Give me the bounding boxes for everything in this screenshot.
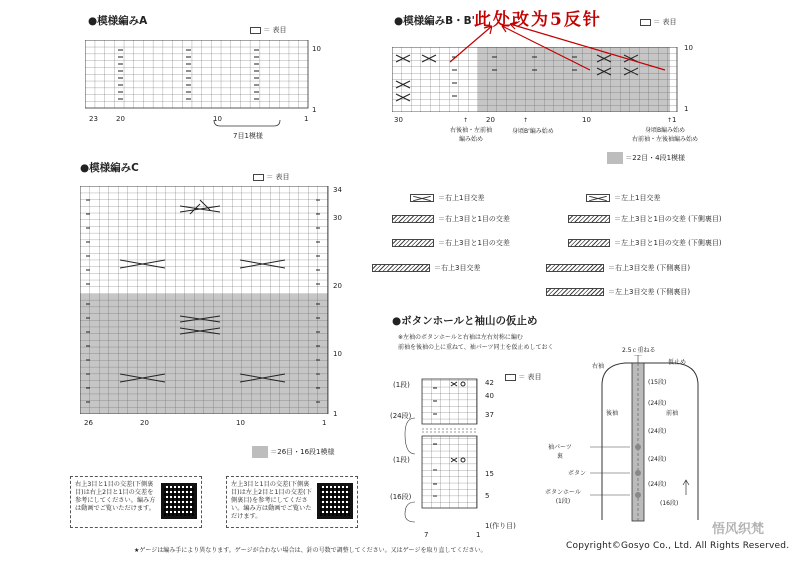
bh-row-left: (16段) — [390, 493, 412, 501]
a-col-label: 1 — [304, 115, 309, 123]
diagram-label: (24段) — [648, 456, 667, 463]
bh-row-right: 1(作り目) — [485, 522, 516, 530]
diagram-label: 後袖 — [606, 410, 619, 417]
c-row-label: 20 — [333, 282, 342, 290]
diagram-label: (24段) — [648, 481, 667, 488]
c-col-label: 1 — [322, 419, 327, 427]
bh-col-label: 7 — [424, 531, 429, 539]
c-col-label: 10 — [236, 419, 245, 427]
buttonhole-note: ※左袖のボタンホールと右袖は左右対称に編む — [398, 334, 523, 341]
diagram-label: (15段) — [648, 379, 667, 386]
key-row: ＝右上3目と1目の交差 — [392, 214, 510, 224]
qr-note-text: 右上3目と1目の交差(下側裏目)は右上2目と1目の交差を参考にしてください。編み方は動画でご覧いただけます。 — [75, 481, 156, 512]
bh-row-right: 42 — [485, 379, 494, 387]
diagram-label: 袖パーツ 裏 — [548, 444, 572, 460]
pattern-c-chart — [80, 186, 330, 414]
b-row-bottom: 1 — [684, 105, 689, 113]
cross-cable-icon — [410, 194, 434, 202]
bh-row-left: (1段) — [393, 381, 410, 389]
cable-3-1-icon — [392, 239, 434, 247]
cable-3-1-icon — [568, 215, 610, 223]
gray-key-swatch — [252, 446, 268, 458]
cable-3-3-icon — [546, 264, 604, 272]
key-row: ＝左上1目交差 — [586, 193, 660, 203]
pattern-b-title: ●模様編みB・B' — [394, 15, 475, 27]
cross-cable-icon — [586, 194, 610, 202]
a-col-label: 23 — [89, 115, 98, 123]
b-row-top: 10 — [684, 44, 693, 52]
bh-col-label: 1 — [476, 531, 481, 539]
pattern-a-title: ●模様編みA — [88, 15, 148, 27]
a-row-top: 10 — [312, 45, 321, 53]
a-col-label: 20 — [116, 115, 125, 123]
pattern-b-legend: ＝ 表目 — [640, 17, 676, 27]
annotation-arrows — [440, 12, 670, 72]
a-repeat-label: 7目1模様 — [233, 132, 263, 140]
diagram-label: ボタン — [568, 470, 587, 477]
diagram-label: (16段) — [660, 500, 679, 507]
diagram-label: 前袖 — [666, 410, 679, 417]
legend-box-icon — [250, 27, 261, 34]
diagram-label: (24段) — [648, 428, 667, 435]
bh-row-right: 37 — [485, 411, 494, 419]
cable-3-1-icon — [568, 239, 610, 247]
diagram-label: 右袖 — [592, 363, 605, 370]
bh-row-right: 40 — [485, 392, 494, 400]
diagram-label: 仮止め — [668, 359, 687, 366]
qr-note-text: 左上3目と1目の交差(下側裏目)は左上2目と1目の交差(下側裏目)を参考にしてください。編み方は動画でご覧いただけます。 — [231, 481, 312, 520]
diagram-label: ボタンホール (1段) — [545, 489, 581, 505]
pattern-a-chart — [85, 40, 310, 114]
buttonhole-title: ●ボタンホールと袖山の仮止め — [392, 315, 538, 327]
key-row: ＝左上3目と1目の交差 (下側裏目) — [568, 238, 722, 248]
qr-note-box — [226, 476, 358, 528]
c-gray-legend: ＝26目・16段1模様 — [252, 446, 335, 458]
key-row: ＝左上3目と1目の交差 (下側裏目) — [568, 214, 722, 224]
key-row: ＝左上3目交差 (下側裏目) — [546, 287, 690, 297]
key-row: ＝右上3目交差 — [372, 263, 480, 273]
pattern-a-legend: ＝ 表目 — [250, 25, 286, 35]
arrow-up-icon: ↑ — [463, 117, 469, 124]
bh-row-left: (24段) — [390, 412, 412, 420]
b-col-label: 10 — [582, 116, 591, 124]
watermark: 悟风织梵 — [712, 522, 765, 537]
a-col-label: 10 — [213, 115, 222, 123]
b-col-label: 1 — [672, 116, 677, 124]
c-row-label: 30 — [333, 214, 342, 222]
pattern-c-legend: ＝ 表目 — [253, 172, 289, 182]
key-row: ＝右上3目交差 (下側裏目) — [546, 263, 690, 273]
b-col-label: 20 — [486, 116, 495, 124]
bh-row-left: (1段) — [393, 456, 410, 464]
key-row: ＝右上3目と1目の交差 — [392, 238, 510, 248]
cable-3-1-icon — [392, 215, 434, 223]
a-repeat-bracket — [212, 118, 282, 130]
buttonhole-note: 前袖を後袖の上に重ねて、袖パーツ同士を仮止めしておく — [398, 344, 554, 351]
gauge-footnote: ★ゲージは編み手により異なります。ゲージが合わない場合は、針の号数で調整してください。又はゲージを取り直してください。 — [134, 547, 487, 554]
b-start-label: 身頃B編み始め 右前袖・左後袖編み始め — [632, 127, 699, 143]
copyright: Copyright©Gosyo Co., Ltd. All Rights Reserved. — [566, 541, 790, 551]
c-row-label: 1 — [333, 410, 338, 418]
red-annotation: 此处改为5反针 — [474, 10, 602, 30]
legend-box-icon — [253, 174, 264, 181]
bh-row-right: 15 — [485, 470, 494, 478]
c-row-label: 10 — [333, 350, 342, 358]
cable-3-3-icon — [546, 288, 604, 296]
c-row-label: 34 — [333, 186, 342, 194]
arrow-up-icon: ↑ — [523, 117, 529, 124]
cable-3-3-icon — [372, 264, 430, 272]
diagram-label: 2.5ｃ重ねる — [622, 347, 656, 354]
key-row: ＝右上1目交差 — [410, 193, 484, 203]
bh-row-right: 5 — [485, 492, 490, 500]
diagram-label: (24段) — [648, 400, 667, 407]
legend-box-icon — [505, 374, 516, 381]
qr-code-icon[interactable] — [317, 483, 353, 519]
b-gray-legend: ＝22目・4段1模様 — [607, 152, 685, 164]
b-col-label: 30 — [394, 116, 403, 124]
c-col-label: 26 — [84, 419, 93, 427]
pattern-c-title: ●模様編みC — [80, 162, 139, 174]
buttonhole-legend: ＝ 表目 — [505, 372, 541, 382]
b-start-label: 右後袖・左前袖 編み始め — [450, 127, 493, 143]
c-col-label: 20 — [140, 419, 149, 427]
gray-key-swatch — [607, 152, 623, 164]
qr-code-icon[interactable] — [161, 483, 197, 519]
arrow-up-icon: ↑ — [667, 117, 673, 124]
b-start-label: 身頃B'編み始め — [512, 128, 554, 135]
a-row-bottom: 1 — [312, 106, 317, 114]
qr-note-box — [70, 476, 202, 528]
